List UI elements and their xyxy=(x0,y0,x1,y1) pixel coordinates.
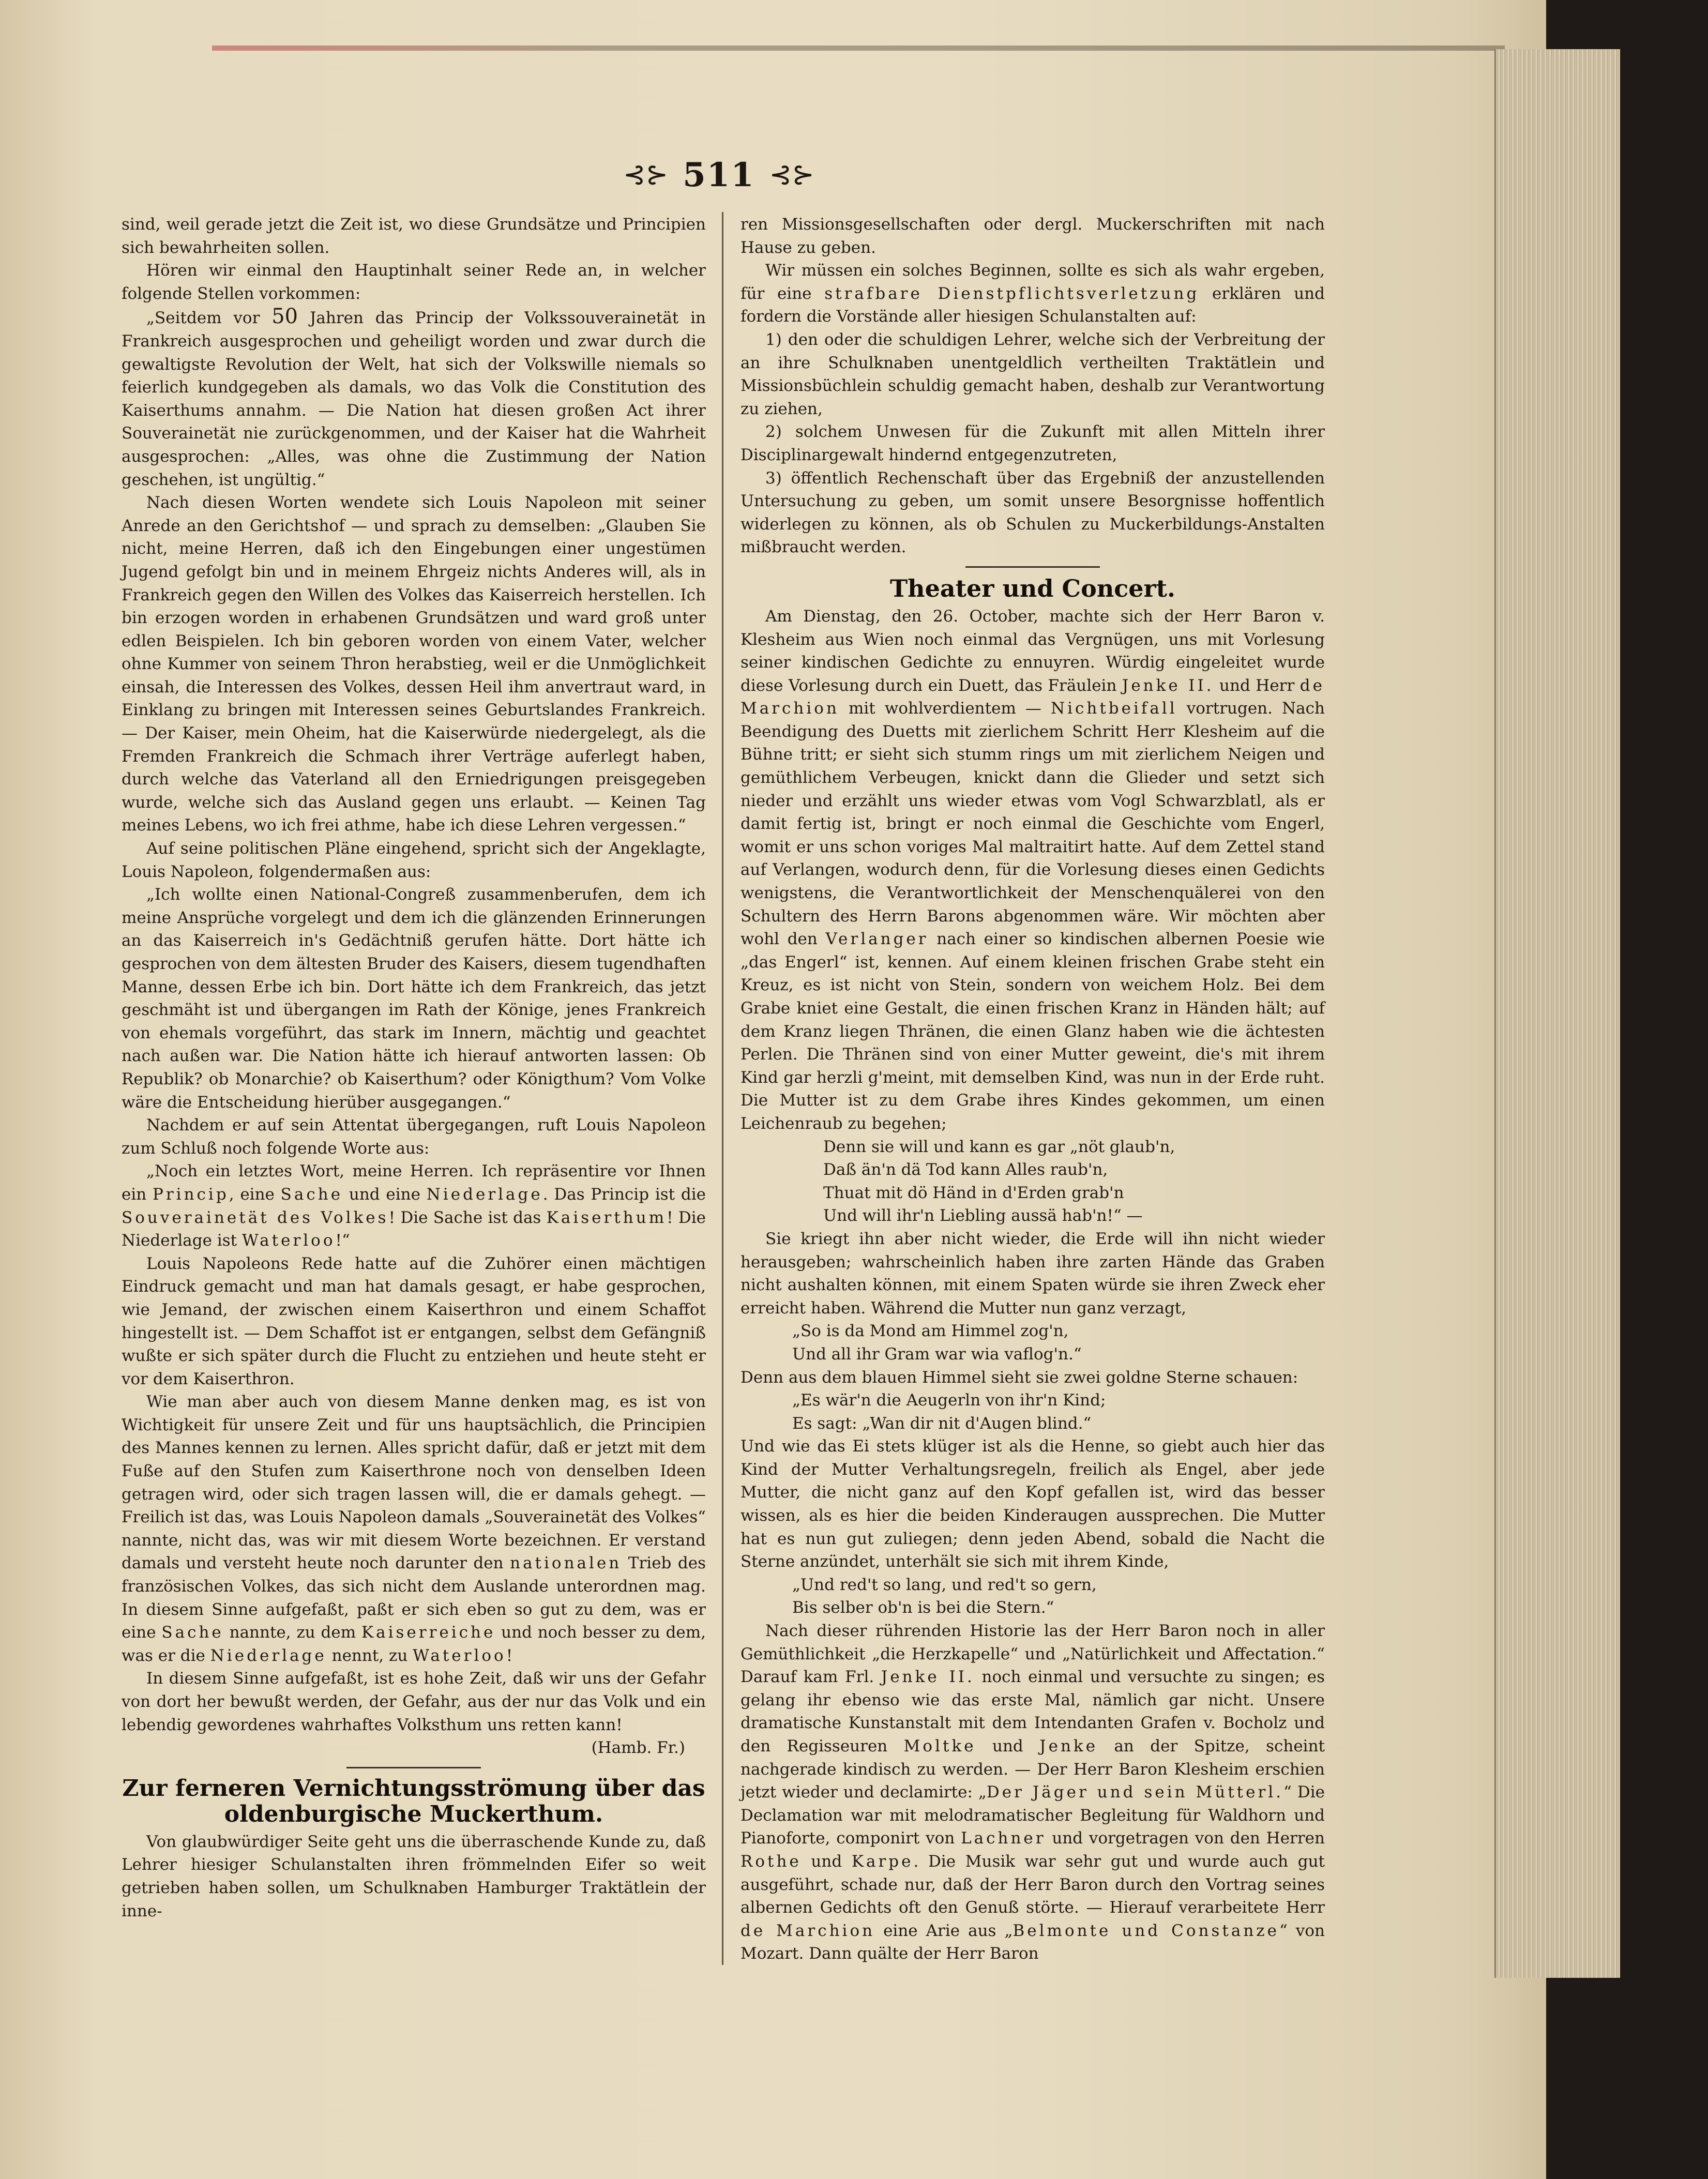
spaced-word: Nichtbeifall xyxy=(1050,699,1177,718)
left-column xyxy=(122,213,706,1923)
spaced-word: Der Jäger und sein Mütterl. xyxy=(986,1783,1284,1802)
text-run: mit wohlverdientem — xyxy=(839,699,1051,718)
spaced-word: Kaiserthum xyxy=(546,1208,667,1227)
text-run: Wie man aber auch von diesem Manne denken mag, es ist von Wichtigkeit für unsere Zeit und für uns hauptsächlich, die Principien des Mannes kennen zu lernen. Alles spricht dafür, daß er jetzt mit dem Fuße auf den Stufen zum Kaiserthrone noch von denselben Ideen getragen wird, oder sich tragen lassen will, die er damals gehegt. — Freilich ist das, was Louis Napoleon damals „Souverainetät des Volkes“ nannte, nicht das, was wir mit diesem Worte bezeichnen. Er verstand damals und versteht heute noch darunter den xyxy=(122,1393,706,1573)
text-run: , eine xyxy=(229,1185,281,1204)
spaced-word: Souverainetät des Volkes xyxy=(122,1208,389,1227)
verse-line: „Und red't so lang, und red't so gern, xyxy=(792,1575,1097,1594)
spaced-word: Niederlage xyxy=(426,1185,543,1204)
text-run: , machte sich der Herr Baron v. Klesheim aus Wien noch einmal das Vergnügen, uns mit Vorlesung seiner kindischen Gedichte zu ennuyren. Würdig eingeleitet wurde diese Vorlesung durch ein Duett, das Fräulein xyxy=(740,607,1325,695)
spaced-word: Jenke II. xyxy=(1122,676,1214,695)
date: 26. October xyxy=(932,607,1034,626)
text-run: . Die Musik war sehr gut und wurde auch gut ausgeführt, schade nur, daß der Herr Baron durch den Vortrag seines albernen Gedichts oft den Genuß störte. — Hierauf verarbeitete Herr xyxy=(740,1852,1325,1917)
spaced-word: Lachner xyxy=(961,1829,1046,1848)
text-run: „Noch ein letztes Wort, meine Herren. Ich repräsentire vor Ihnen ein xyxy=(122,1162,706,1204)
spaced-word: de Marchion xyxy=(740,676,1325,718)
text-run: “ von Mozart. Dann quälte der Herr Baron xyxy=(740,1921,1325,1963)
paragraph: Und wie das Ei stets klüger ist als die Henne, so giebt auch hier das Kind der Mutter Verhaltungsregeln, freilich als Engel, aber jede Mutter, die nicht ganz auf den Kopf gefallen ist, wird das besser wissen, als es hier die beiden Kinderaugen aussprechen. Die Mutter hat es nun gut zuliegen; denn jeden Abend, sobald die Nacht die Sterne anzündet, unterhält sie sich mit ihrem Kinde, xyxy=(740,1437,1325,1571)
spaced-word: nationalen xyxy=(510,1554,622,1573)
paragraph: In diesem Sinne aufgefaßt, ist es hohe Zeit, daß wir uns der Gefahr von dort her bewußt werden, der Gefahr, aus der nur das Volk und ein lebendig gewordenes wahrhaftes Volksthum uns retten kann! xyxy=(122,1669,706,1734)
text-run: noch einmal und versuchte zu singen; es gelang ihr ebenso wie das erste Mal, nämlich gar nicht. Unsere dramatische Kunstanstalt mit dem Intendanten Grafen v. Bocholz und den Regisseuren xyxy=(740,1668,1325,1756)
text-run: nennt, zu xyxy=(326,1646,413,1665)
paragraph xyxy=(740,605,1325,1136)
paragraph: Louis Napoleons Rede hatte auf die Zuhörer einen mächtigen Eindruck gemacht und man hat damals gesagt, er habe gesprochen, wie Jemand, der zwischen einem Kaiserthron und einem Schaffot hingestellt ist. — Dem Schaffot ist er entgangen, selbst dem Gefängniß wußte er sich später durch die Flucht zu entziehen und heute steht er vor dem Kaiserthron. xyxy=(122,1254,706,1388)
verse-line: Und all ihr Gram war wia vaflog'n.“ xyxy=(792,1344,1082,1364)
right-column xyxy=(740,213,1325,1965)
text-run: vortrugen. Nach Beendigung des Duetts mit zierlichem Schritt Herr Klesheim auf die Bühne tritt; er sieht sich stumm rings um mit zierlichem Neigen und gemüthlichem Verbeugen, knickt dann die Glieder und setzt sich nieder und erzählt uns wieder etwas vom Vogl Schwarzblatl, als er damit fertig ist, bringt er noch einmal die Geschichte vom Engerl, womit er uns schon voriges Mal maltraitirt hatte. Auf dem Zettel stand auf Verlangen, wodurch denn, für die Vorlesung dieses einen Gedichts wenigstens, die Verantwortlichkeit der Menschenquälerei von den Schultern des Herrn Barons abgenommen wäre. Wir möchten aber wohl den xyxy=(740,699,1325,949)
section-rule xyxy=(346,1767,481,1768)
spaced-word: Verlanger xyxy=(825,930,929,949)
spaced-word: Princip xyxy=(153,1185,229,1204)
section-rule xyxy=(965,566,1100,568)
paragraph xyxy=(740,1620,1325,1965)
text-run: erklären und fordern die Vorstände aller hiesigen Schulanstalten auf: xyxy=(740,284,1325,326)
paragraph xyxy=(740,259,1325,328)
text-run: und xyxy=(976,1737,1040,1756)
text-run: und noch besser zu dem, was er die xyxy=(122,1623,706,1665)
list-item: 1) den oder die schuldigen Lehrer, welche sich der Verbreitung der an ihre Schulknaben unentgeldlich vertheilten Traktätlein und Missionsbüchlein schuldig gemacht haben, deshalb zur Verantwortung zu ziehen, xyxy=(740,330,1325,418)
text-run: und Herr xyxy=(1214,676,1300,695)
paragraph: Nach diesen Worten wendete sich Louis Napoleon mit seiner Anrede an den Gerichtshof — und sprach zu demselben: „Glauben Sie nicht, meine Herren, daß ich den Eingebungen einer ungestümen Jugend gefolgt bin und in meinem Ehrgeiz nichts Anderes will, als in Frankreich gegen den Willen des Volkes das Kaiserreich herstellen. Ich bin erzogen worden in erhabenen Grundsätzen und ward groß unter edlen Beispielen. Ich bin geboren worden von einem Vater, welcher ohne Kummer von seinem Thron herabstieg, weil er die Unmöglichkeit einsah, die Interessen des Volkes, dessen Heil ihm anvertraut ward, in Einklang zu bringen mit Interessen seines Geburtslandes Frankreich. — Der Kaiser, mein Oheim, hat die Kaiserwürde niedergelegt, als die Fremden Frankreich die Schmach ihrer Verträge auferlegt haben, durch welche das Vaterland all den Erniedrigungen preisgegeben wurde, welche sich das Ausland gegen uns erlaubt. — Keinen Tag meines Lebens, wo ich frei athme, habe ich diese Lehren vergessen.“ xyxy=(122,493,706,835)
text-run: Jahren das Princip der Volkssouverainetät in Frankreich ausgesprochen und geheiligt worden und zwar durch die gewaltigste Revolution der Welt, hat sich der Volkswille niemals so feierlich kundgegeben als damals, wo das Volk die Constitution des Kaiserthums annahm. — Die Nation hat diesen großen Act ihrer Souverainetät nie zurückgenommen, und der Kaiser hat die Wahrheit ausgesprochen: „Alles, was ohne die Zustimmung der Nation geschehen, ist ungültig.“ xyxy=(122,309,706,489)
spaced-word: Belmonte und Constanze xyxy=(1012,1921,1279,1940)
paragraph: Auf seine politischen Pläne eingehend, spricht sich der Angeklagte, Louis Napoleon, folgendermaßen aus: xyxy=(122,839,706,881)
spaced-word: Rothe xyxy=(740,1852,802,1871)
ornament-left-icon: ⊰⊱ xyxy=(623,159,669,190)
list-item: 3) öffentlich Rechenschaft über das Ergebniß der anzustellenden Untersuchung zu geben, um somit unsere Besorgnisse hoffentlich widerlegen zu können, als ob Schulen zu Muckerbildungs-Anstalten mißbraucht werden. xyxy=(740,468,1325,557)
verse-line: Thuat mit dö Händ in d'Erden grab'n xyxy=(823,1183,1124,1202)
book-page-edges xyxy=(1494,49,1620,1978)
spaced-word: Jenke xyxy=(1039,1737,1098,1756)
text-run: an der Spitze, scheint nachgerade kindisch zu werden. — Der Herr Baron Klesheim erschien jetzt wieder und declamirte: „ xyxy=(740,1737,1325,1802)
paragraph: Nachdem er auf sein Attentat übergegangen, ruft Louis Napoleon zum Schluß noch folgende Worte aus: xyxy=(122,1116,706,1158)
paragraph: Von glaubwürdiger Seite geht uns die überraschende Kunde zu, daß Lehrer hiesiger Schulanstalten ihren frömmelnden Eifer so weit getrieben haben sollen, um Schulknaben Hamburger Traktätlein der inne- xyxy=(122,1832,706,1920)
text-run: und xyxy=(801,1852,852,1871)
paragraph: Hören wir einmal den Hauptinhalt seiner Rede an, in welcher folgende Stellen vorkommen: xyxy=(122,261,706,303)
verse-line: Es sagt: „Wan dir nit d'Augen blind.“ xyxy=(792,1414,1092,1433)
article-title: Zur ferneren Vernichtungsströmung über das oldenburgische Muckerthum. xyxy=(122,1775,705,1827)
spaced-word: Sache xyxy=(280,1185,343,1204)
paragraph: ren Missionsgesellschaften oder dergl. Muckerschriften mit nach Hause zu geben. xyxy=(740,215,1325,257)
spaced-word: Kaiserreiche xyxy=(361,1623,496,1642)
column-divider xyxy=(722,212,723,1965)
spaced-word: de Marchion xyxy=(740,1921,875,1940)
text-run: Am Dienstag, den xyxy=(765,607,933,626)
verse-line: Denn sie will und kann es gar „nöt glaub'n, xyxy=(823,1137,1175,1156)
spaced-word: Waterloo xyxy=(413,1646,506,1665)
paragraph: Denn aus dem blauen Himmel sieht sie zwei goldne Sterne schauen: xyxy=(740,1368,1298,1387)
text-run: ! Die Sache ist das xyxy=(388,1208,547,1227)
spaced-word: Sache xyxy=(161,1623,224,1642)
page-header xyxy=(610,154,827,195)
ornament-right-icon: ⊰⊱ xyxy=(769,159,814,190)
spaced-word: Niederlage xyxy=(210,1646,327,1665)
paragraph: „Ich wollte einen National-Congreß zusammenberufen, dem ich meine Ansprüche vorgelegt und dem ich die glänzenden Erinnerungen an das Kaiserreich in's Gedächtniß gerufen hätte. Dort hätte ich gesprochen von dem ältesten Bruder des Kaisers, diesem tugendhaften Manne, dessen Erbe ich bin. Dort hätte ich dem Frankreich, das jetzt geschmäht ist und übergangen im Rath der Könige, jenes Frankreich von ehemals vorgeführt, das stark im Innern, mächtig und geachtet nach außen war. Die Nation hätte ich hierauf antworten lassen: Ob Republik? ob Monarchie? ob Kaiserthum? oder Königthum? Vom Volke wäre die Entscheidung hierüber ausgegangen.“ xyxy=(122,885,706,1112)
text-run: Nach dieser rührenden Historie las der Herr Baron noch in aller Gemüthlichkeit „die Herzkapelle“ und „Natürlichkeit und Affectation.“ Darauf kam Frl. xyxy=(740,1622,1325,1687)
spaced-word: Waterloo xyxy=(241,1231,336,1250)
text-run: eine Arie aus „ xyxy=(875,1921,1013,1940)
spaced-word: Moltke xyxy=(903,1737,976,1756)
text-run: Wir müssen ein solches Beginnen, sollte es sich als wahr ergeben, für eine xyxy=(740,261,1325,303)
text-run: und vorgetragen von den Herren xyxy=(1046,1829,1325,1848)
paragraph: sind, weil gerade jetzt die Zeit ist, wo diese Grundsätze und Principien sich bewahrheiten sollen. xyxy=(122,215,706,257)
section-title: Theater und Concert. xyxy=(889,574,1176,602)
text-run: “ Die Declamation war mit melodramatischer Begleitung für Waldhorn und Pianoforte, componirt von xyxy=(740,1783,1325,1848)
paragraph xyxy=(122,1390,706,1667)
verse-line: Und will ihr'n Liebling aussä hab'n!“ — xyxy=(823,1206,1143,1225)
page-number: 511 xyxy=(683,155,755,194)
text-run: ! xyxy=(506,1646,513,1665)
text-run: „Seitdem vor xyxy=(146,309,272,328)
text-run: nach einer so kindischen albernen Poesie wie „das Engerl“ ist, kennen. Auf einem kleinen frischen Grabe steht ein Kreuz, es ist nicht von Stein, sondern von weichem Holz. Bei dem Grabe kniet eine Gestalt, die einen frischen Kranz in Händen hält; auf dem Kranz liegen Thränen, die einen Glanz haben wie die ächtesten Perlen. Die Thränen sind von einer Mutter geweint, die's mit ihrem Kind gar herzli g'meint, mit demselben Kind, was nun in der Erde ruht. Die Mutter ist zu dem Grabe ihres Kindes gekommen, um einen Leichenraub zu begehen; xyxy=(740,930,1325,1133)
source-citation: (Hamb. Fr.) xyxy=(591,1738,685,1758)
text-run: und eine xyxy=(343,1185,427,1204)
verse-line: „Es wär'n die Aeugerln von ihr'n Kind; xyxy=(792,1391,1106,1410)
verse-line: Bis selber ob'n is bei die Stern.“ xyxy=(792,1598,1054,1617)
text-run: nannte, zu dem xyxy=(223,1623,361,1642)
text-run: !“ xyxy=(335,1231,350,1250)
text-run: Trieb des französischen Volkes, das sich nicht dem Auslande unterordnen mag. In diesem Sinne aufgefaßt, paßt er sich eben so gut zu dem, was er eine xyxy=(122,1554,706,1642)
verse-line: Daß än'n dä Tod kann Alles raub'n, xyxy=(823,1160,1108,1179)
verse-line: „So is da Mond am Himmel zog'n, xyxy=(792,1322,1069,1341)
paragraph xyxy=(122,1160,706,1252)
emphasis-number: 50 xyxy=(271,305,298,329)
spaced-word: Karpe xyxy=(851,1852,914,1871)
spaced-word: strafbare Dienstpflichtsverletzung xyxy=(824,284,1200,303)
paragraph xyxy=(122,305,706,491)
page-top-edge xyxy=(212,46,1505,51)
list-item: 2) solchem Unwesen für die Zukunft mit allen Mitteln ihrer Disciplinargewalt hindernd entgegenzutreten, xyxy=(740,422,1325,464)
text-run: ! Die Niederlage ist xyxy=(122,1208,706,1250)
spaced-word: Jenke II. xyxy=(881,1668,975,1687)
text-run: . Das Princip ist die xyxy=(542,1185,706,1204)
paragraph: Sie kriegt ihn aber nicht wieder, die Erde will ihn nicht wieder herausgeben; wahrscheinlich haben ihre zarten Hände das Graben nicht aushalten können, mit einem Spaten würde sie ihren Zweck eher erreicht haben. Während die Mutter nun ganz verzagt, xyxy=(740,1229,1325,1318)
